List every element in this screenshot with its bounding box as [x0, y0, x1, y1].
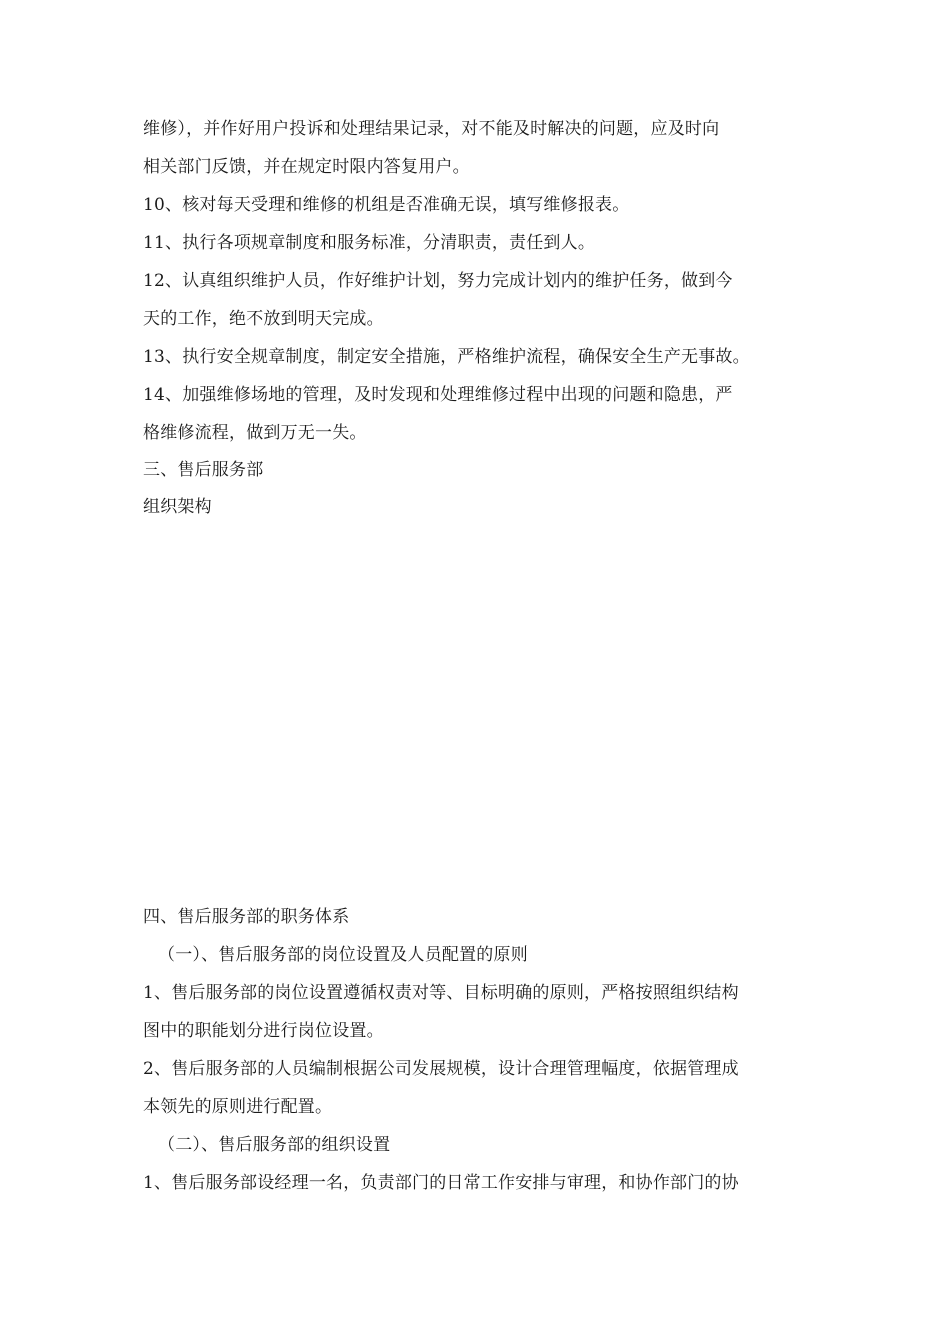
paragraph-line: 相关部门反馈，并在规定时限内答复用户。	[143, 157, 470, 177]
list-item-2-cont: 本领先的原则进行配置。	[143, 1097, 333, 1117]
section-heading-4: 四、售后服务部的职务体系	[143, 907, 350, 927]
org-chart-placeholder	[143, 530, 803, 890]
list-item-14: 14、加强维修场地的管理，及时发现和处理维修过程中出现的问题和隐患，严	[143, 385, 733, 405]
list-item-12: 12、认真组织维护人员，作好维护计划，努力完成计划内的维护任务，做到今	[143, 271, 733, 291]
paragraph-line: 维修），并作好用户投诉和处理结果记录，对不能及时解决的问题，应及时向	[143, 119, 720, 139]
list-item-1-org: 1、售后服务部设经理一名，负责部门的日常工作安排与审理，和协作部门的协	[143, 1173, 739, 1193]
subsection-heading-2: （二）、售后服务部的组织设置	[158, 1135, 391, 1155]
list-item-11: 11、执行各项规章制度和服务标准，分清职责，责任到人。	[143, 233, 596, 253]
list-item-1-cont: 图中的职能划分进行岗位设置。	[143, 1021, 384, 1041]
list-item-2: 2、售后服务部的人员编制根据公司发展规模，设计合理管理幅度，依据管理成	[143, 1059, 739, 1079]
section-heading-3: 三、售后服务部	[143, 460, 264, 480]
list-item-12-cont: 天的工作，绝不放到明天完成。	[143, 309, 384, 329]
subsection-heading-1: （一）、售后服务部的岗位设置及人员配置的原则	[158, 945, 528, 965]
list-item-13: 13、执行安全规章制度，制定安全措施，严格维护流程，确保安全生产无事故。	[143, 347, 750, 367]
subheading-org-structure: 组织架构	[143, 497, 212, 517]
list-item-10: 10、核对每天受理和维修的机组是否准确无误，填写维修报表。	[143, 195, 630, 215]
list-item-1: 1、售后服务部的岗位设置遵循权责对等、目标明确的原则，严格按照组织结构	[143, 983, 739, 1003]
list-item-14-cont: 格维修流程，做到万无一失。	[143, 423, 367, 443]
